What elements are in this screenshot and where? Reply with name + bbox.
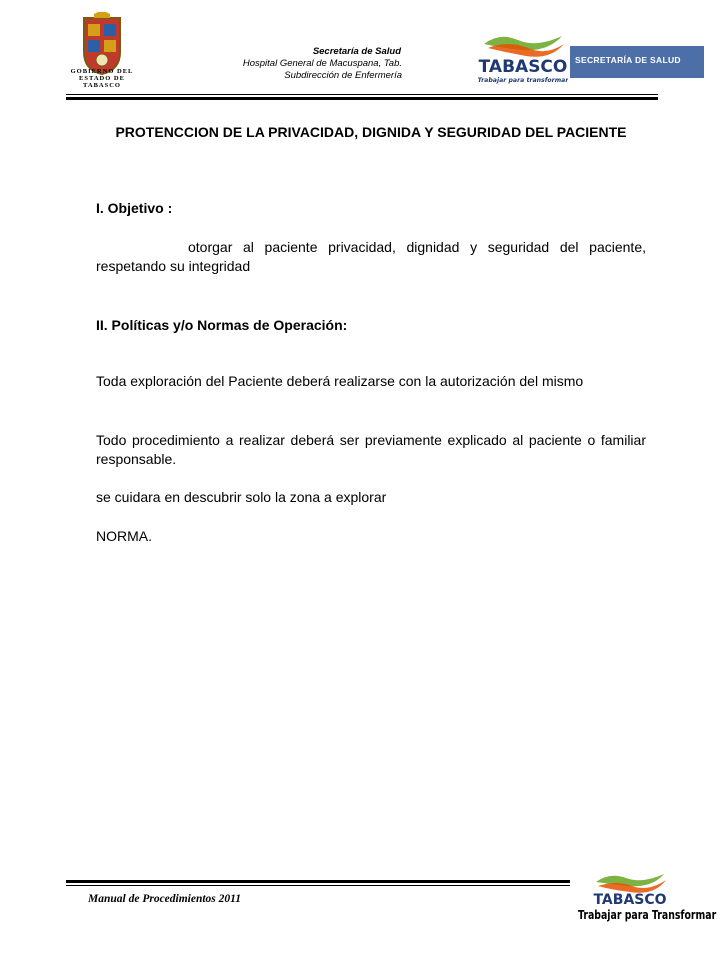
policy-item: se cuidara en descubrir solo la zona a explorar bbox=[96, 489, 387, 505]
seal-caption-line-1: GOBIERNO DEL bbox=[70, 68, 134, 75]
norma-label: NORMA. bbox=[96, 528, 152, 544]
objective-text: otorgar al paciente privacidad, dignidad y seguridad del paciente, respetando su integridad bbox=[96, 239, 646, 274]
policy-item: Toda exploración del Paciente deberá realizarse con la autorización del mismo bbox=[96, 373, 584, 389]
header-logo-name: TABASCO bbox=[478, 57, 568, 77]
header-logo-slogan: Trabajar para transformar bbox=[478, 77, 568, 84]
document-title: PROTENCCION DE LA PRIVACIDAD, DIGNIDA Y SEGURIDAD DEL PACIENTE bbox=[115, 124, 627, 140]
objective-heading: I. Objetivo : bbox=[96, 200, 173, 216]
header-subdireccion: Subdirección de Enfermería bbox=[284, 70, 402, 81]
footer-divider bbox=[66, 880, 570, 888]
secretaria-salud-badge-text: SECRETARÍA DE SALUD bbox=[575, 55, 681, 65]
seal-caption-line-2: ESTADO DE bbox=[79, 75, 125, 82]
footer-logo-name: TABASCO bbox=[593, 892, 667, 908]
header-hospital: Hospital General de Macuspana, Tab. bbox=[242, 58, 402, 69]
manual-label: Manual de Procedimientos 2011 bbox=[88, 893, 242, 905]
header-divider bbox=[66, 94, 658, 100]
seal-caption-line-3: TABASCO bbox=[83, 82, 121, 89]
policies-heading: II. Políticas y/o Normas de Operación: bbox=[96, 317, 348, 333]
footer-slogan: Trabajar para Transformar bbox=[578, 908, 717, 922]
header-secretaria: Secretaría de Salud bbox=[312, 46, 401, 57]
policy-item: Todo procedimiento a realizar deberá ser previamente explicado al paciente o familiar responsable. bbox=[96, 432, 646, 467]
tabasco-logo-icon bbox=[478, 30, 568, 90]
seal-caption bbox=[64, 68, 140, 89]
header-institution bbox=[212, 46, 402, 82]
